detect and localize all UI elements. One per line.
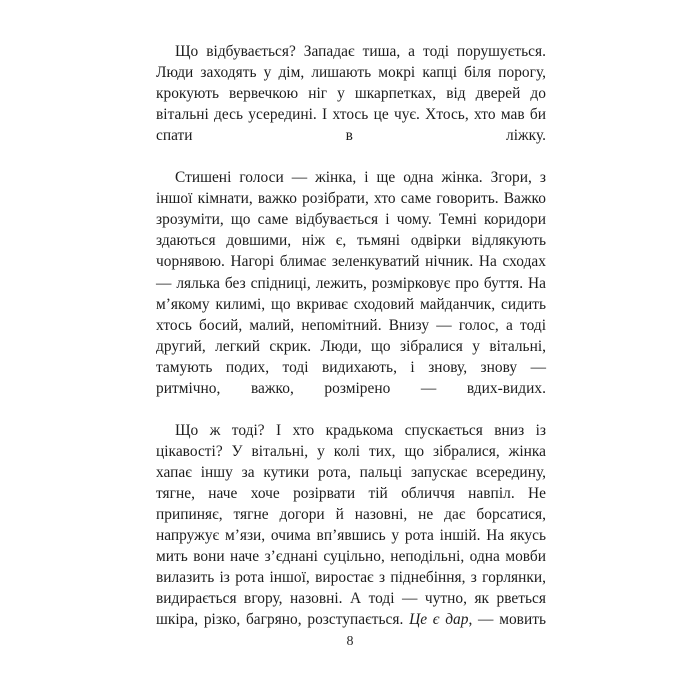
paragraph-3-emphasis: Це є дар	[409, 611, 469, 629]
page-number: 8	[346, 634, 354, 649]
paragraph-1: Що відбувається? Западає тиша, а тоді порушується. Люди заходять у дім, лишають мокрі капці біля порогу, крокують вервечкою ніг у шкарпетках, від дверей до вітальні десь усередині. І хтось це чує. Хтось, хто мав би спати в ліжку.	[156, 43, 546, 145]
paragraph-2: Стишені голоси — жінка, і ще одна жінка. Згори, з іншої кімнати, важко розібрати, хто саме говорить. Важко зрозуміти, що саме відбувається і чому. Темні коридори здаються довшими, ніж є, тьмяні одвірки відлякують чорнявою. Нагорі блимає зеленкуватий нічник. На сходах — лялька без спідниці, лежить, розмірковує про буття. На м’якому килимі, що вкриває сходовий майданчик, сидить хтось босий, малий, непомітний. Внизу — голос, а тоді другий, легкий скрик. Люди, що зібралися у вітальні, тамують подих, тоді видихають, і знову, знову — ритмічно, важко, розмірено — вдих-видих.	[156, 169, 546, 397]
page-text-body	[156, 41, 546, 651]
paragraph-3	[156, 420, 546, 652]
paragraph-3-lead: Що ж тоді? І хто крадькома спускається вниз із цікавості? У вітальні, у колі тих, що зібралися, жінка хапає іншу за кутики рота, пальці запускає всередину, тягне, наче хоче розірвати тій обличчя навпіл. Не припиняє, тягне догори й назовні, не дає борсатися, напружує м’язи, очима вп’явшись у рота іншій. На якусь мить вони наче з’єднані суцільно, неподільні, одна мовби вилазить із рота іншої, виростає з піднебіння, з горлянки, видирається вгору, назовні. А тоді — чутно, як рветься шкіра, різко, багряно, розступається.	[156, 421, 546, 629]
paragraph-3-tail: , — мовить	[468, 611, 546, 629]
